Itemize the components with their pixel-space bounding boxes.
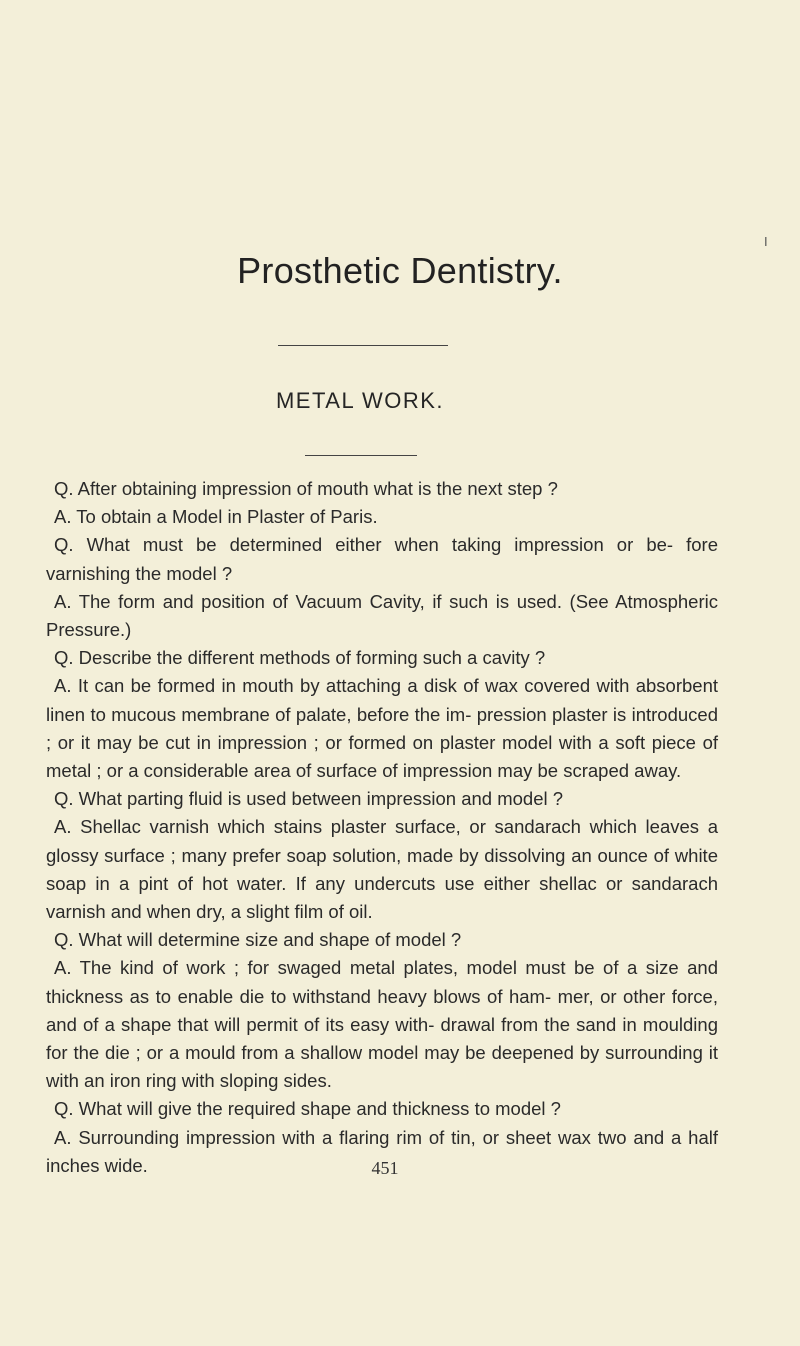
- qa-paragraph: A. The kind of work ; for swaged metal plates, model must be of a size and thickness as to enable die to withstand heavy blows of ham- mer, or other force, and of a shape that will permit of its easy with- drawal from the sand in moulding for the die ; or a mould from a shallow model may be deepened by surrounding it with an iron ring with sloping sides.: [46, 957, 718, 1092]
- section-divider: [305, 455, 417, 456]
- qa-paragraph: Q. Describe the different methods of forming such a cavity ?: [54, 647, 546, 669]
- qa-body: [46, 475, 718, 1180]
- page-number: 451: [371, 1158, 399, 1178]
- page-title: Prosthetic Dentistry.: [237, 250, 563, 291]
- qa-paragraph: Q. What will give the required shape and thickness to model ?: [54, 1098, 561, 1120]
- qa-paragraph: Q. What must be determined either when taking impression or be- fore varnishing the model ?: [46, 534, 718, 584]
- qa-paragraph: A. Surrounding impression with a flaring rim of tin, or sheet wax two and a half inches wide.: [46, 1126, 718, 1176]
- qa-paragraph: A. It can be formed in mouth by attaching a disk of wax covered with absorbent linen to mucous membrane of palate, before the im- pression plaster is introduced ; or it may be cut in impression ; or formed on plaster model with a soft piece of metal ; or a considerable area of surface of impression may be scraped away.: [46, 675, 718, 782]
- qa-paragraph: A. The form and position of Vacuum Cavity, if such is used. (See Atmospheric Pressure.): [46, 590, 718, 641]
- qa-paragraph: Q. What parting fluid is used between impression and model ?: [54, 788, 564, 810]
- qa-paragraph: Q. What will determine size and shape of model ?: [54, 929, 462, 951]
- top-divider: [278, 345, 448, 346]
- qa-paragraph: A. Shellac varnish which stains plaster surface, or sandarach which leaves a glossy surface ; many prefer soap solution, made by dissolving an ounce of white soap in a pint of hot water. If any undercuts use either shellac or sandarach varnish and when dry, a slight film of oil.: [46, 816, 718, 923]
- corner-mark: I: [764, 234, 768, 249]
- section-title: METAL WORK.: [275, 388, 445, 413]
- qa-paragraph: Q. After obtaining impression of mouth what is the next step ?: [54, 478, 558, 499]
- qa-paragraph: A. To obtain a Model in Plaster of Paris.: [54, 506, 378, 528]
